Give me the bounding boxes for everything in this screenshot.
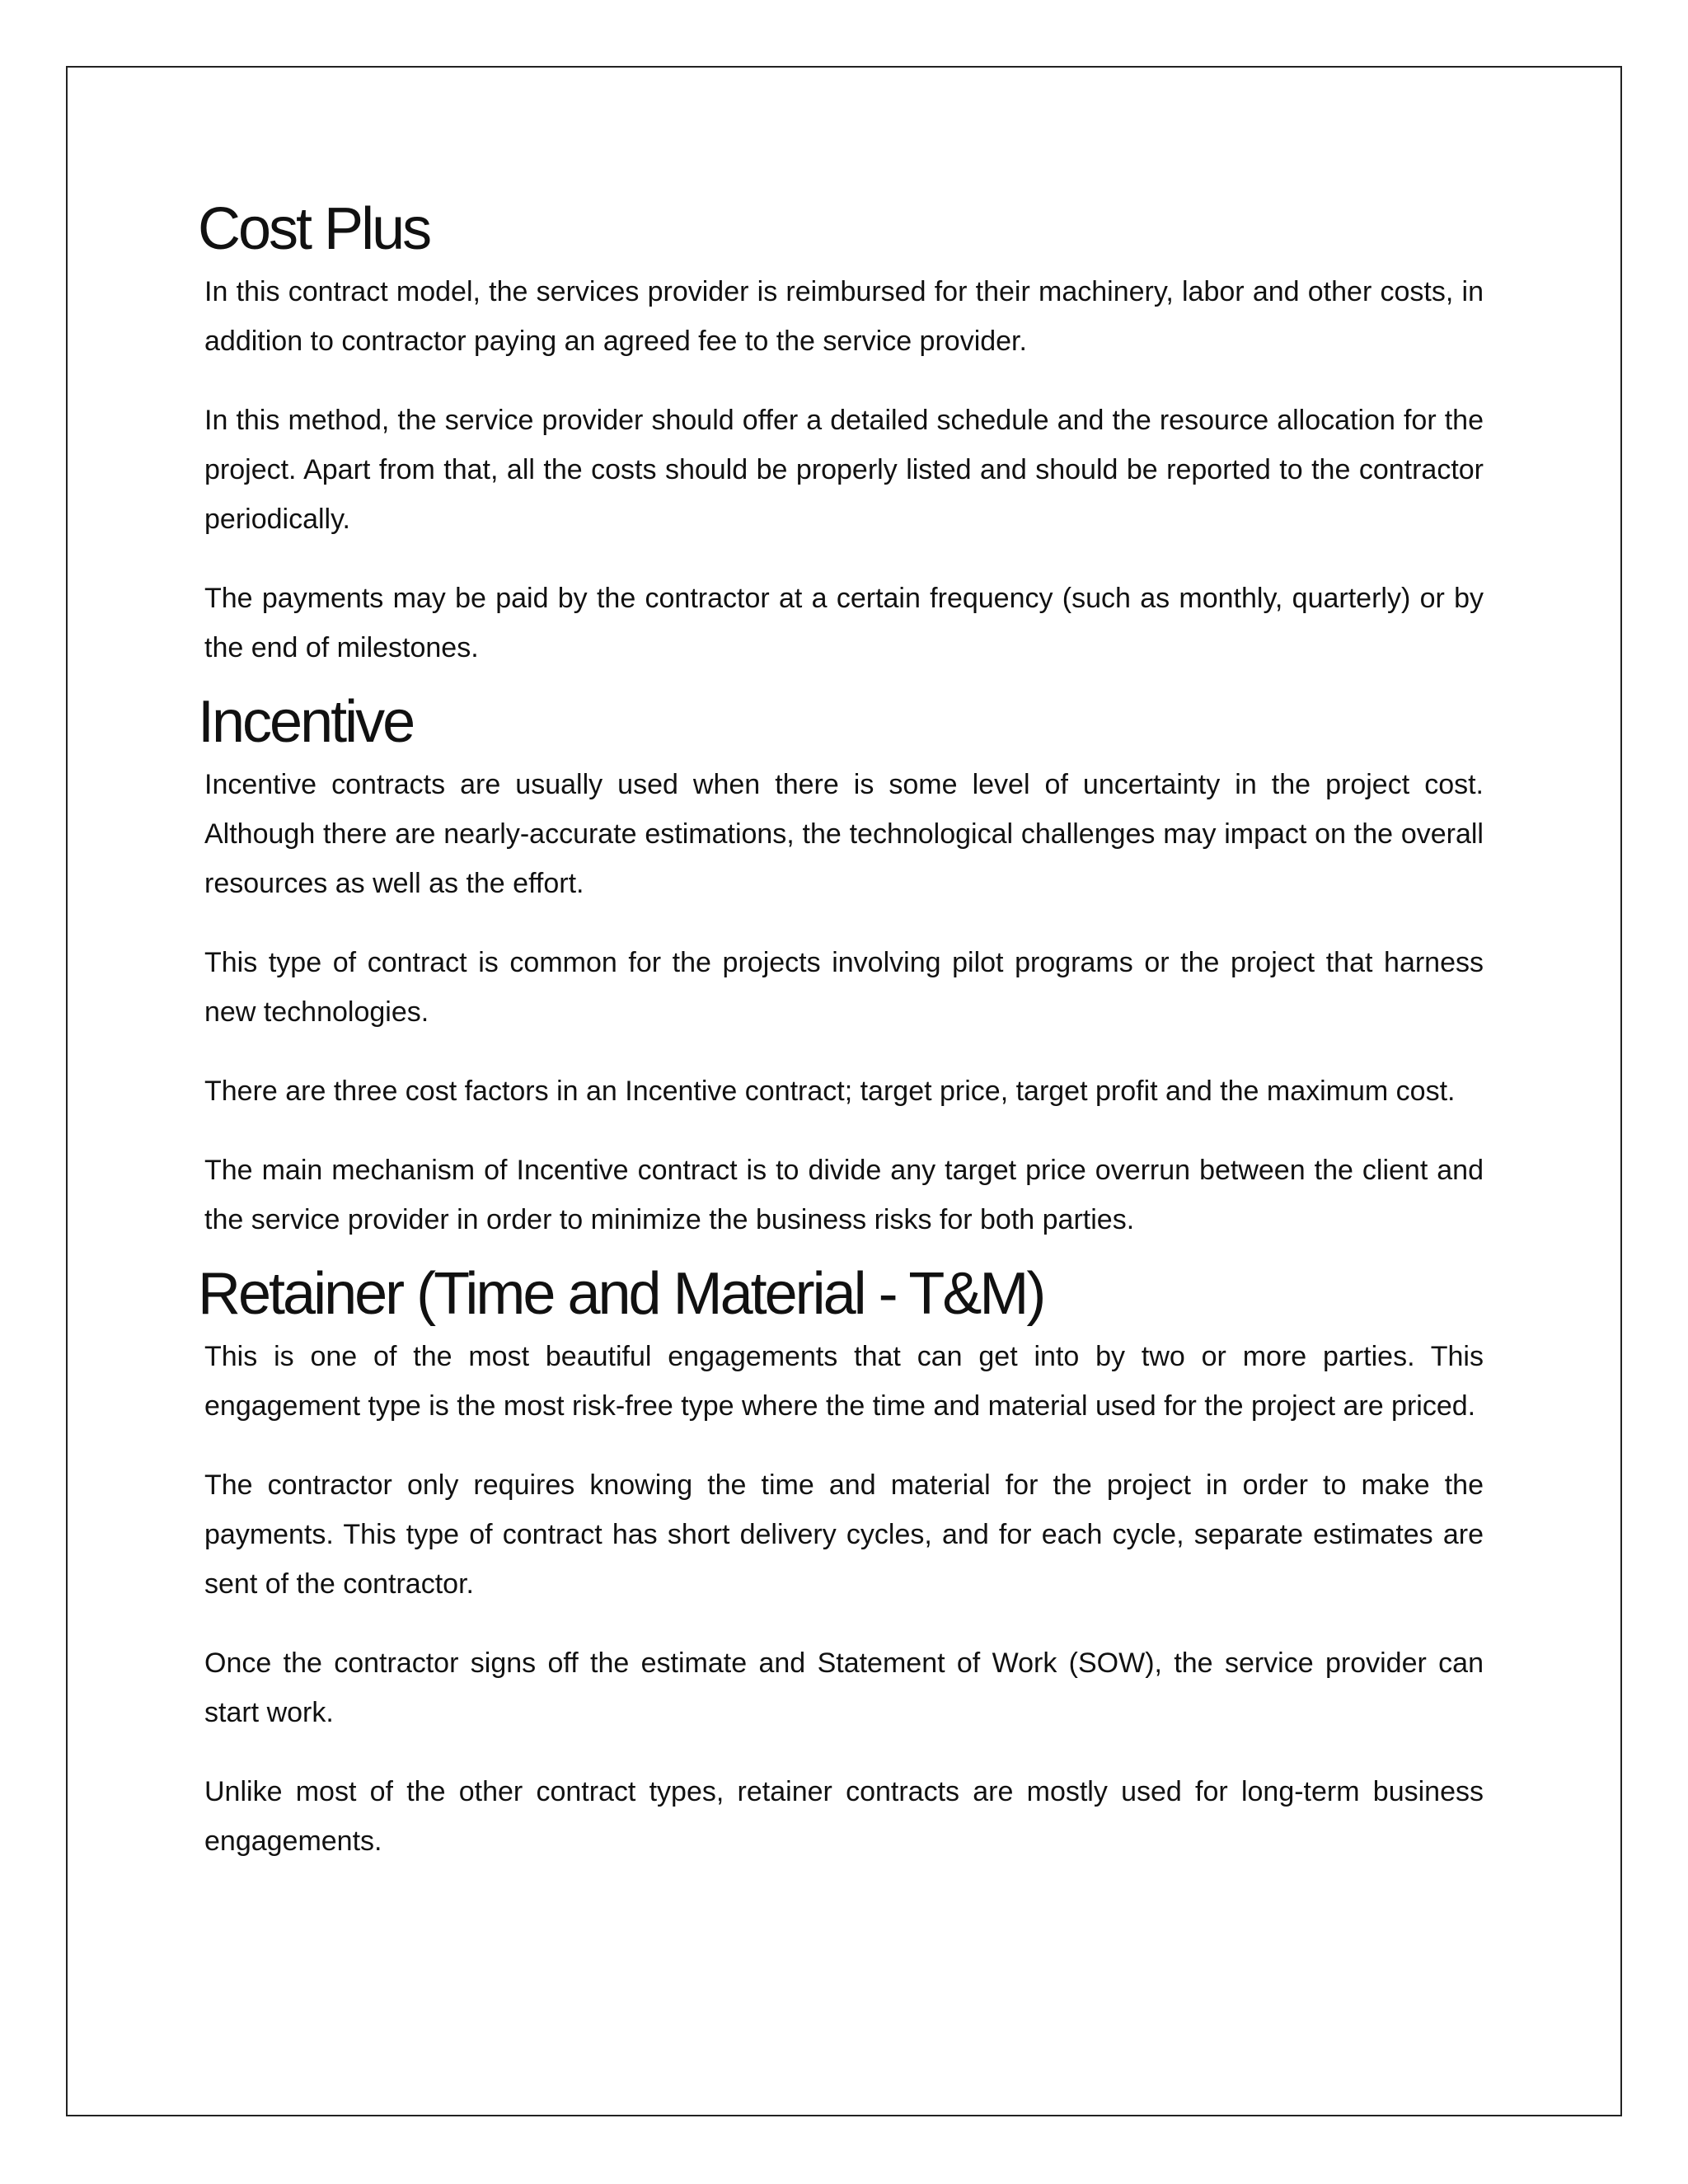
paragraph: Incentive contracts are usually used when there is some level of uncertainty in the project cost. Although there are nearly-accurate estimations, the technological challenges may impact on the overall resources as well as the effort. bbox=[204, 769, 1484, 899]
paragraph: In this contract model, the services provider is reimbursed for their machinery, labor and other costs, in addition to contractor paying an agreed fee to the service provider. bbox=[204, 276, 1484, 357]
section-cost-plus bbox=[198, 194, 1484, 673]
section-heading: Retainer (Time and Material - T&M) bbox=[198, 1261, 1044, 1327]
section-heading: Cost Plus bbox=[198, 196, 430, 262]
paragraph: There are three cost factors in an Incentive contract; target price, target profit and the maximum cost. bbox=[204, 1076, 1456, 1107]
paragraph: Unlike most of the other contract types, retainer contracts are mostly used for long-term business engagements. bbox=[204, 1776, 1484, 1857]
section-heading: Incentive bbox=[198, 689, 414, 755]
paragraph: This is one of the most beautiful engagements that can get into by two or more parties. This engagement type is the most risk-free type where the time and material used for the project are priced. bbox=[204, 1341, 1484, 1422]
paragraph: This type of contract is common for the projects involving pilot programs or the project that harness new technologies. bbox=[204, 947, 1484, 1028]
paragraph: The main mechanism of Incentive contract is to divide any target price overrun between the client and the service provider in order to minimize the business risks for both parties. bbox=[204, 1155, 1484, 1235]
paragraph: The payments may be paid by the contractor at a certain frequency (such as monthly, quarterly) or by the end of milestones. bbox=[204, 583, 1484, 663]
paragraph: In this method, the service provider should offer a detailed schedule and the resource allocation for the project. Apart from that, all the costs should be properly listed and should be reported to the contractor periodically. bbox=[204, 405, 1484, 535]
section-incentive bbox=[198, 687, 1484, 1244]
section-retainer bbox=[198, 1259, 1484, 1866]
paragraph: Once the contractor signs off the estimate and Statement of Work (SOW), the service provider can start work. bbox=[204, 1647, 1484, 1728]
paragraph: The contractor only requires knowing the time and material for the project in order to make the payments. This type of contract has short delivery cycles, and for each cycle, separate estimates are sent of the contractor. bbox=[204, 1469, 1484, 1600]
document-body bbox=[198, 194, 1484, 1881]
